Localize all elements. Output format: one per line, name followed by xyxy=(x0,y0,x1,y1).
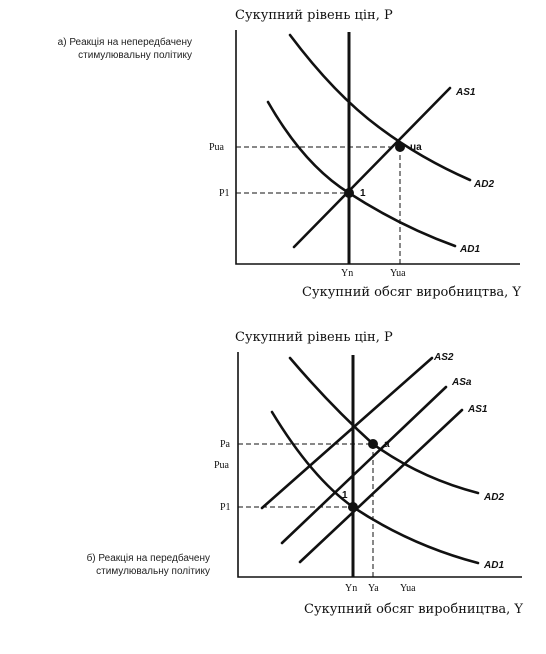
panel-a-tick-yua: Yua xyxy=(390,268,406,279)
panel-b-caption-line1: б) Реакція на передбачену xyxy=(86,553,210,564)
panel-b-caption-line2: стимулювальну політику xyxy=(96,566,210,577)
panel-b-ad1-label: AD1 xyxy=(484,560,505,571)
panel-b-ad2-label: AD2 xyxy=(484,492,505,503)
panel-b-tick-ya: Ya xyxy=(368,583,379,594)
panel-a xyxy=(209,8,521,300)
panel-b-tick-pua: Pua xyxy=(214,460,229,471)
panel-b-tick-p1: P1 xyxy=(220,502,231,513)
panel-b-ad1-curve xyxy=(272,412,478,563)
panel-a-y-axis-title: Сукупний рівень цін, P xyxy=(235,8,393,23)
panel-a-ad1-curve xyxy=(268,102,455,246)
panel-a-caption-line2: стимулювальну політику xyxy=(78,50,192,61)
panel-a-as1-label: AS1 xyxy=(456,87,476,98)
panel-a-ad1-label: AD1 xyxy=(460,244,481,255)
panel-a-ad2-label: AD2 xyxy=(474,179,495,190)
panel-b-tick-pa: Pa xyxy=(220,439,230,450)
panel-b-as2-curve xyxy=(262,358,432,508)
panel-b-y-axis-title: Сукупний рівень цін, P xyxy=(235,330,393,345)
panel-b-tick-yn: Yn xyxy=(345,583,358,594)
panel-b xyxy=(214,330,523,617)
panel-b-as2-label: AS2 xyxy=(434,352,454,363)
panel-b-x-axis-title: Сукупний обсяг виробництва, Y xyxy=(304,602,523,617)
panel-b-axes xyxy=(238,352,522,577)
panel-b-asa-curve xyxy=(282,387,446,543)
panel-a-x-axis-title: Сукупний обсяг виробництва, Y xyxy=(302,285,521,300)
panel-a-point-ua xyxy=(395,142,405,152)
panel-b-point-a-label: a xyxy=(384,439,390,450)
panel-a-caption-line1: а) Реакція на непередбачену xyxy=(57,37,192,48)
panel-b-as1-curve xyxy=(300,410,462,562)
panel-b-ad2-curve xyxy=(290,358,478,493)
panel-a-tick-p1: P1 xyxy=(219,188,230,199)
panel-b-as1-label: AS1 xyxy=(468,404,488,415)
panel-a-point-1 xyxy=(344,188,354,198)
panel-b-point-1 xyxy=(348,502,358,512)
panel-b-point-a xyxy=(368,439,378,449)
panel-b-tick-yua: Yua xyxy=(400,583,416,594)
panel-b-point-1-label: 1 xyxy=(342,490,348,501)
panel-a-point-1-label: 1 xyxy=(360,188,366,199)
panel-a-tick-yn: Yn xyxy=(341,268,354,279)
panel-a-tick-pua: Pua xyxy=(209,142,224,153)
panel-a-point-ua-label: ua xyxy=(410,142,422,153)
panel-b-asa-label: ASa xyxy=(452,377,472,388)
